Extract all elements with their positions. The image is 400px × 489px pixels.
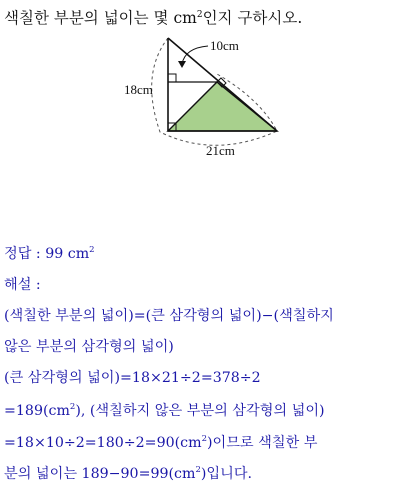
right-angle-mark-left <box>168 74 176 82</box>
solution-line-6 <box>4 463 398 483</box>
line6-b: )입니다. <box>200 466 253 482</box>
answer-text: 정답 : 99 cm <box>4 246 90 262</box>
question-suffix: 인지 구하시오. <box>202 9 303 27</box>
explain-label: 해설 : <box>4 277 41 293</box>
label-10cm: 10cm <box>210 38 239 53</box>
line5-b: )이므로 색칠한 부 <box>206 435 318 451</box>
question-text <box>4 6 398 28</box>
solution-line-4 <box>4 400 398 420</box>
line4-b: ), (색칠하지 않은 부분의 삼각형의 넓이) <box>75 403 325 419</box>
question-unit-exp: 2 <box>196 10 203 20</box>
label-18cm: 18cm <box>124 82 153 97</box>
solution-line-1: (색칠한 부분의 넓이)=(큰 삼각형의 넓이)−(색칠하지 <box>4 308 334 324</box>
line5-a: =18×10÷2=180÷2=90(cm <box>4 435 202 451</box>
question-unit: cm <box>173 9 197 27</box>
line6-exp: 2 <box>195 465 201 475</box>
label-21cm: 21cm <box>206 143 235 158</box>
question-main: 색칠한 부분의 넓이는 몇 <box>4 9 174 27</box>
solution-line-3: (큰 삼각형의 넓이)=18×21÷2=378÷2 <box>4 370 261 386</box>
shaded-triangle <box>168 82 277 131</box>
solution-line-2: 않은 부분의 삼각형의 넓이) <box>4 339 174 355</box>
solution-line-5 <box>4 432 398 452</box>
answer-exp: 2 <box>89 245 95 255</box>
answer-line <box>4 243 398 263</box>
line4-exp: 2 <box>69 402 76 412</box>
triangle-figure <box>120 34 310 164</box>
line5-exp: 2 <box>201 434 207 444</box>
line4-a: =189(cm <box>4 403 70 419</box>
arrow-head <box>178 61 186 68</box>
line6-a: 분의 넓이는 189−90=99(cm <box>4 466 196 482</box>
